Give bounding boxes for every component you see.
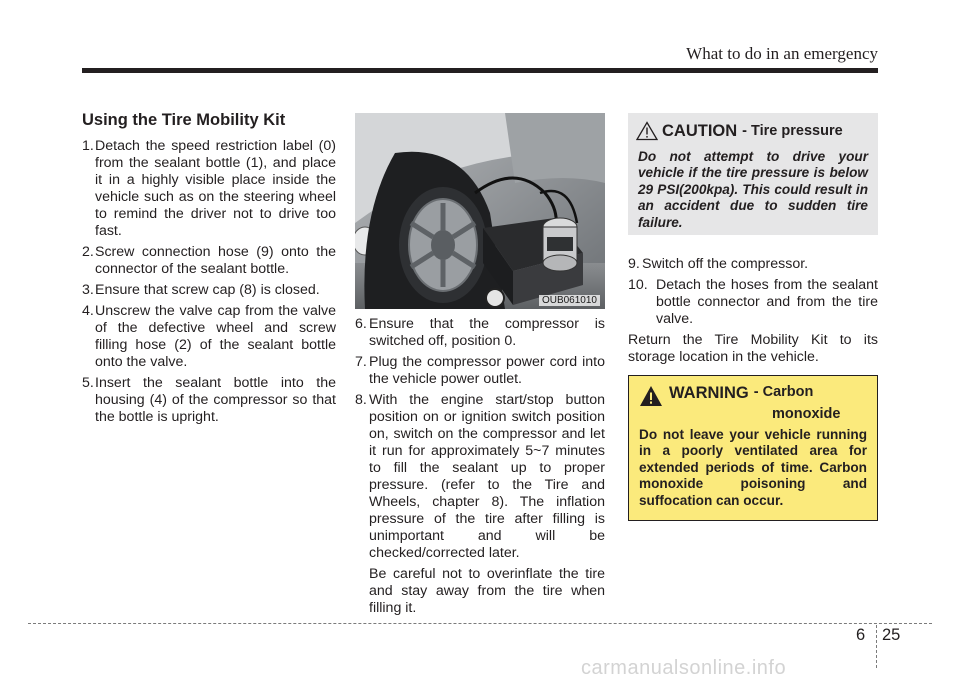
step-text: With the engine start/stop button position on or ignition switch position on, switch on the compressor and let it run for approximately 5~7 minutes to fill the sealant up to proper pressure. (refer to the Tire and Wheels, chapter 8). The inflation pressure of the tire after filling is unimportant and will be checked/corrected later. bbox=[369, 392, 605, 561]
step-number: 6. bbox=[355, 316, 367, 332]
footer-rule bbox=[28, 623, 932, 624]
caution-header bbox=[636, 121, 868, 141]
step-text: Plug the compressor power cord into the vehicle power outlet. bbox=[369, 354, 605, 387]
caution-subject: - Tire pressure bbox=[742, 123, 843, 139]
step-text: Insert the sealant bottle into the housing (4) of the compressor so that the bottle is upright. bbox=[95, 375, 336, 425]
site-watermark: carmanualsonline.info bbox=[581, 657, 787, 679]
step-number: 1. bbox=[82, 138, 94, 154]
step-10 bbox=[628, 277, 878, 328]
step-3 bbox=[82, 282, 336, 299]
overinflate-note: Be careful not to overinflate the tire and stay away from the tire when filling it. bbox=[369, 566, 605, 616]
step-number: 10. bbox=[628, 277, 648, 293]
step-number: 2. bbox=[82, 244, 94, 260]
step-8 bbox=[355, 392, 605, 562]
column-2 bbox=[355, 316, 605, 621]
column-3 bbox=[628, 256, 878, 370]
step-1 bbox=[82, 138, 336, 240]
section-title: Using the Tire Mobility Kit bbox=[82, 111, 286, 129]
step-4 bbox=[82, 303, 336, 371]
step-text: Detach the speed restriction label (0) from the sealant bottle (1), and place it in a highly visible place inside the vehicle such as on the steering wheel to remind the driver not to drive too fast. bbox=[95, 138, 336, 239]
caution-text: Do not attempt to drive your vehicle if the tire pressure is below 29 PSI(200kpa). This could result in an accident due to sudden tire failure. bbox=[638, 149, 868, 230]
caution-triangle-icon bbox=[636, 121, 658, 141]
page-number-divider bbox=[876, 625, 877, 668]
caution-box bbox=[628, 113, 878, 235]
warning-triangle-icon bbox=[639, 385, 663, 407]
chapter-number: 6 bbox=[856, 626, 866, 644]
step-9 bbox=[628, 256, 878, 273]
step-7 bbox=[355, 354, 605, 388]
tire-mobility-kit-photo bbox=[355, 113, 605, 309]
step-number: 9. bbox=[628, 256, 640, 272]
column-1 bbox=[82, 112, 336, 430]
tire-compressor-illustration bbox=[355, 113, 605, 309]
step-text: Ensure that the compressor is switched off, position 0. bbox=[369, 316, 605, 349]
step-number: 4. bbox=[82, 303, 94, 319]
step-6 bbox=[355, 316, 605, 350]
step-number: 8. bbox=[355, 392, 367, 408]
page-number: 25 bbox=[882, 626, 901, 644]
step-text: Ensure that screw cap (8) is closed. bbox=[95, 282, 320, 298]
step-text: Screw connection hose (9) onto the connector of the sealant bottle. bbox=[95, 244, 336, 277]
step-text: Unscrew the valve cap from the valve of the defective wheel and screw filling hose (2) of the sealant bottle onto the valve. bbox=[95, 303, 336, 370]
step-number: 5. bbox=[82, 375, 94, 391]
running-header: What to do in an emergency bbox=[686, 44, 878, 63]
figure-code: OUB061010 bbox=[539, 295, 600, 306]
header-rule bbox=[82, 68, 878, 73]
step-number: 3. bbox=[82, 282, 94, 298]
step-number: 7. bbox=[355, 354, 367, 370]
warning-box bbox=[628, 375, 878, 521]
closing-text: Return the Tire Mobility Kit to its storage location in the vehicle. bbox=[628, 332, 878, 365]
caution-label: CAUTION bbox=[662, 121, 738, 140]
warning-header bbox=[639, 384, 867, 407]
warning-subject: - Carbon bbox=[753, 384, 814, 400]
step-text: Detach the hoses from the sealant bottle connector and from the tire valve. bbox=[656, 277, 878, 327]
warning-label: WARNING bbox=[669, 384, 749, 402]
step-5 bbox=[82, 375, 336, 426]
warning-subject-line2: monoxide bbox=[772, 406, 841, 422]
warning-text: Do not leave your vehicle running in a poorly ventilated area for extended periods of time. Carbon monoxide poisoning and suffocation can occur. bbox=[639, 427, 867, 508]
step-2 bbox=[82, 244, 336, 278]
step-text: Switch off the compressor. bbox=[642, 256, 809, 272]
